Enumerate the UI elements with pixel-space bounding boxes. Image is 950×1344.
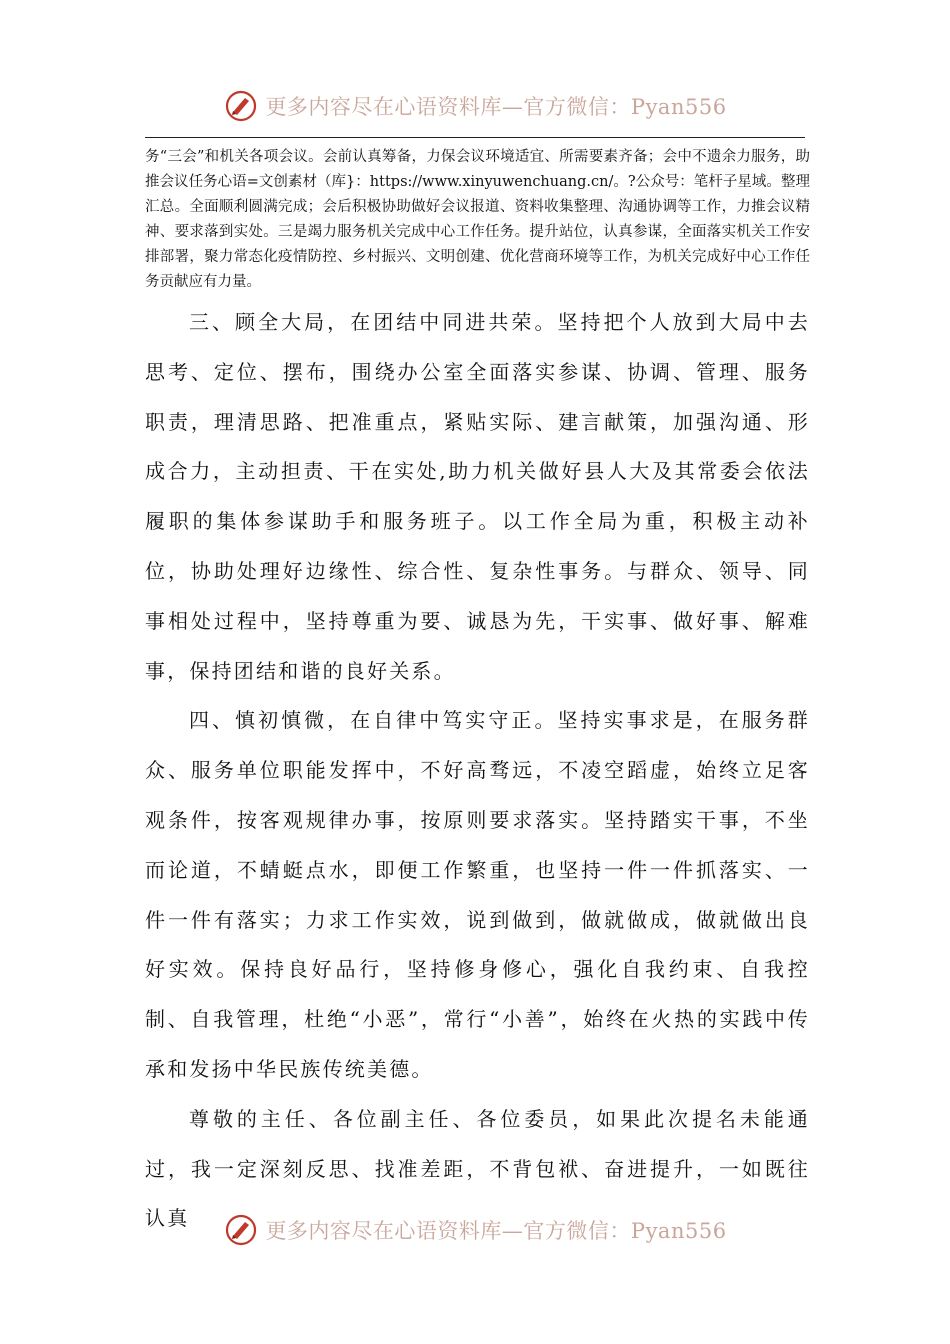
watermark-text: 更多内容尽在心语资料库—官方微信：Pyan556 [265,95,727,119]
footer-watermark [0,1208,950,1252]
header-divider [145,137,805,138]
continued-paragraph: 务“三会”和机关各项会议。会前认真筹备，力保会议环境适宜、所需要素齐备；会中不遗余力服务，助推会议任务心语=文创素材（库}：https://www.xinyuwenchuang.cn/。?公众号：笔杆子星域。整理汇总。全面顺利圆满完成；会后积极协助做好会议报道、资料收集整理、沟通协调等工作，力推会议精神、要求落到实处。三是竭力服务机关完成中心工作任务。提升站位，认真参谋，全面落实机关工作安排部署，聚力常态化疫情防控、乡村振兴、文明创建、优化营商环境等工作，为机关完成好中心工作任务贡献应有力量。 [145,149,810,290]
header-watermark [0,84,950,128]
paragraph-section-three: 三、顾全大局，在团结中同进共荣。坚持把个人放到大局中去思考、定位、摆布，围绕办公室全面落实参谋、协调、管理、服务职责，理清思路、把准重点，紧贴实际、建言献策，加强沟通、形成合力，主动担责、干在实处,助力机关做好县人大及其常委会依法履职的集体参谋助手和服务班子。以工作全局为重，积极主动补位，协助处理好边缘性、综合性、复杂性事务。与群众、领导、同事相处过程中，坚持尊重为要、诚恳为先，干实事、做好事、解难事，保持团结和谐的良好关系。 [145,310,810,683]
pen-seal-logo-icon [223,88,259,124]
pen-seal-logo-icon [223,1212,259,1248]
paragraph-closing: 尊敬的主任、各位副主任、各位委员，如果此次提名未能通过，我一定深刻反思、找准差距，不背包袱、奋进提升，一如既往认真 [145,1106,810,1231]
document-body [145,298,810,1244]
watermark-text: 更多内容尽在心语资料库—官方微信：Pyan556 [265,1219,727,1243]
paragraph-section-four: 四、慎初慎微，在自律中笃实守正。坚持实事求是，在服务群众、服务单位职能发挥中，不好高骛远，不凌空蹈虚，始终立足客观条件，按客观规律办事，按原则要求落实。坚持踏实干事，不坐而论道，不蜻蜓点水，即便工作繁重，也坚持一件一件抓落实、一件一件有落实；力求工作实效，说到做到，做就做成，做就做出良好实效。保持良好品行，坚持修身修心，强化自我约束、自我控制、自我管理，杜绝“小恶”，常行“小善”，始终在火热的实践中传承和发扬中华民族传统美德。 [145,708,810,1081]
